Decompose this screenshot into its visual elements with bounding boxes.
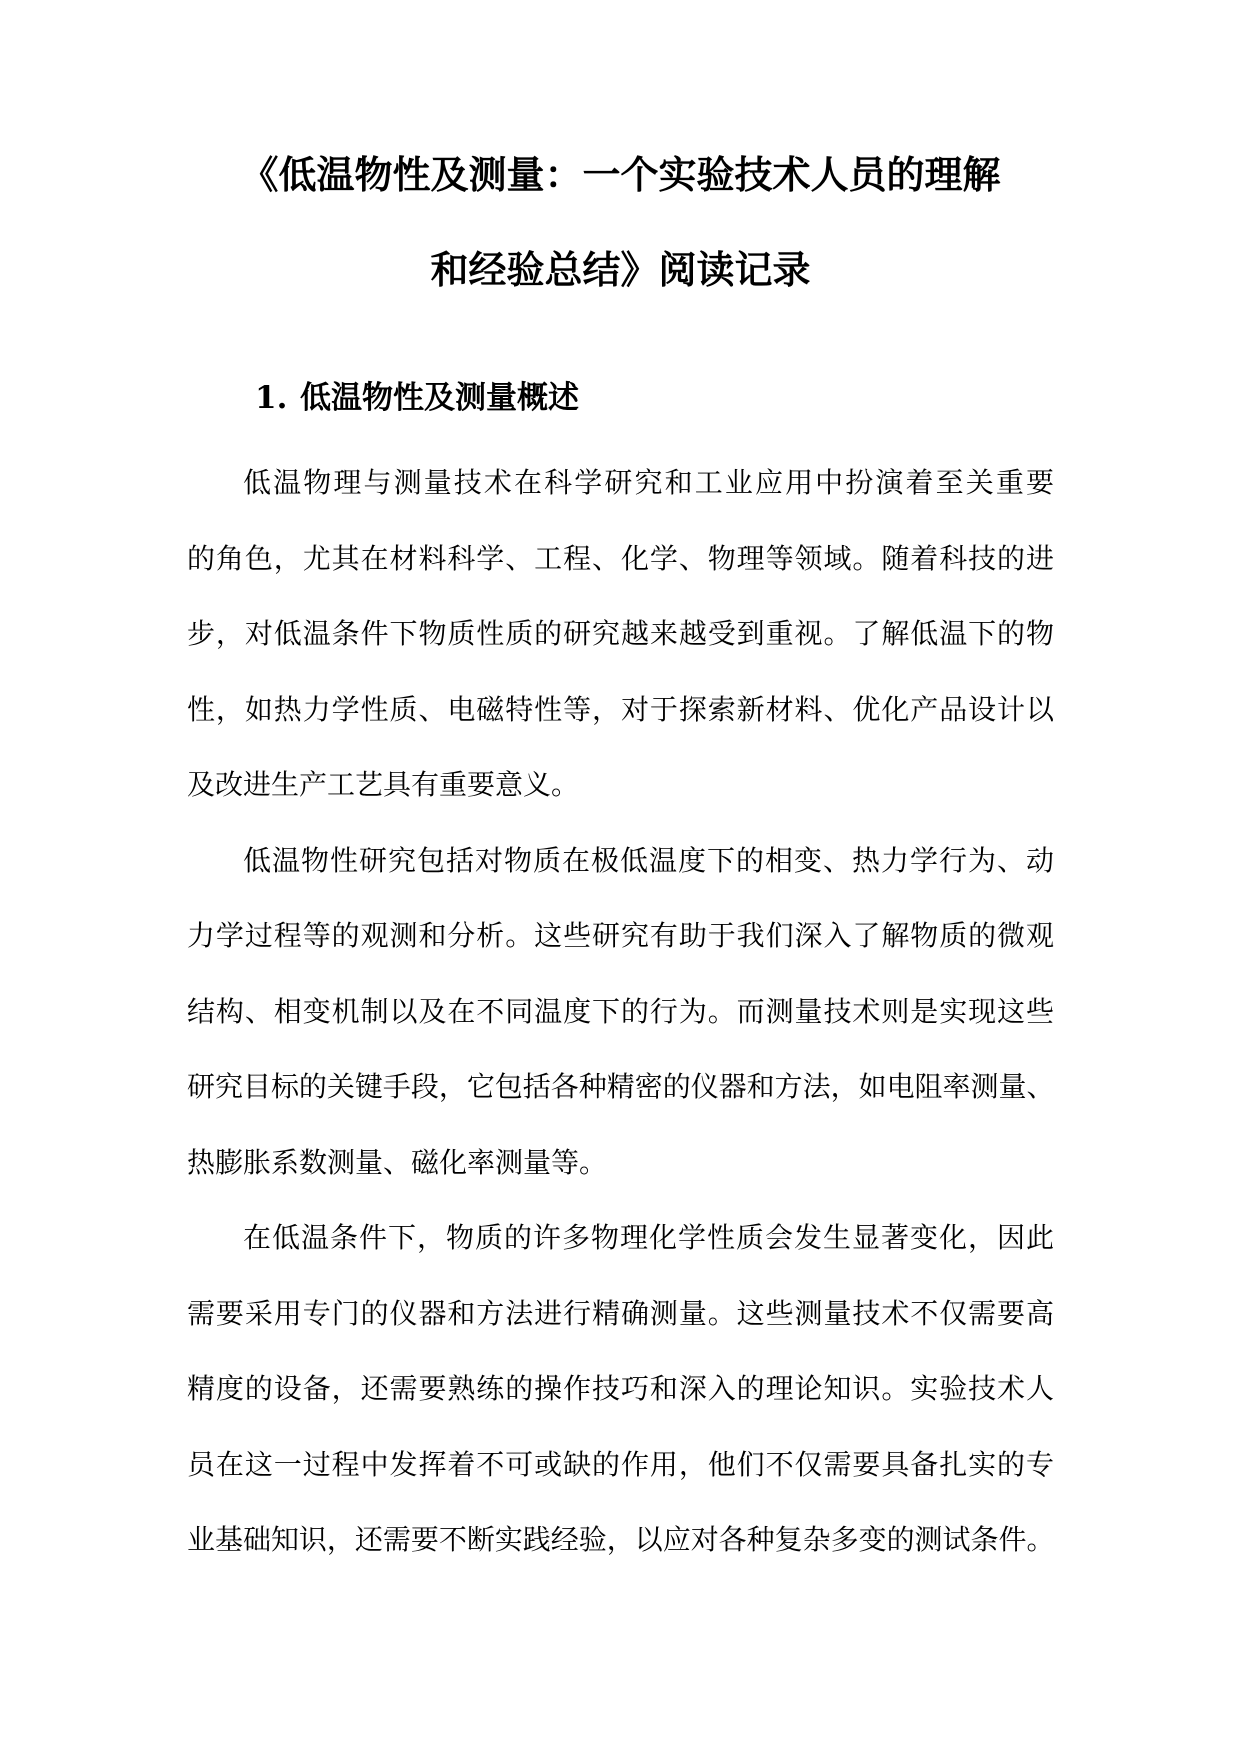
paragraph-line: 员在这一过程中发挥着不可或缺的作用，他们不仅需要具备扎实的专 bbox=[187, 1447, 1054, 1481]
paragraph-line: 及改进生产工艺具有重要意义。 bbox=[187, 768, 580, 801]
paragraph-line: 的角色，尤其在材料科学、工程、化学、物理等领域。随着科技的进 bbox=[187, 541, 1054, 575]
title-line: 《低温物性及测量：一个实验技术人员的理解 bbox=[240, 152, 1001, 197]
paragraph-line: 研究目标的关键手段，它包括各种精密的仪器和方法，如电阻率测量、 bbox=[187, 1070, 1054, 1103]
paragraph-line: 力学过程等的观测和分析。这些研究有助于我们深入了解物质的微观 bbox=[187, 919, 1054, 952]
section-heading bbox=[255, 360, 579, 436]
section-title: 低温物性及测量概述 bbox=[300, 380, 579, 416]
paragraph-line: 需要采用专门的仪器和方法进行精确测量。这些测量技术不仅需要高 bbox=[187, 1296, 1054, 1330]
section-number: 1. bbox=[255, 380, 288, 416]
paragraph-line: 低温物性研究包括对物质在极低温度下的相变、热力学行为、动 bbox=[243, 843, 1054, 877]
title-line: 和经验总结》阅读记录 bbox=[430, 247, 811, 292]
paragraph-line: 精度的设备，还需要熟练的操作技巧和深入的理论知识。实验技术人 bbox=[187, 1372, 1054, 1405]
paragraph-line: 步，对低温条件下物质性质的研究越来越受到重视。了解低温下的物 bbox=[187, 617, 1054, 650]
body-text bbox=[187, 445, 1054, 1578]
paragraph-line: 业基础知识，还需要不断实践经验，以应对各种复杂多变的测试条件。 bbox=[187, 1523, 1054, 1556]
paragraph-line: 结构、相变机制以及在不同温度下的行为。而测量技术则是实现这些 bbox=[187, 994, 1054, 1028]
paragraph-line: 性，如热力学性质、电磁特性等，对于探索新材料、优化产品设计以 bbox=[187, 692, 1054, 726]
paragraph-line: 在低温条件下，物质的许多物理化学性质会发生显著变化，因此 bbox=[243, 1221, 1054, 1254]
document-title bbox=[0, 127, 1241, 317]
paragraph-line: 低温物理与测量技术在科学研究和工业应用中扮演着至关重要 bbox=[243, 466, 1054, 499]
paragraph-line: 热膨胀系数测量、磁化率测量等。 bbox=[187, 1145, 608, 1179]
